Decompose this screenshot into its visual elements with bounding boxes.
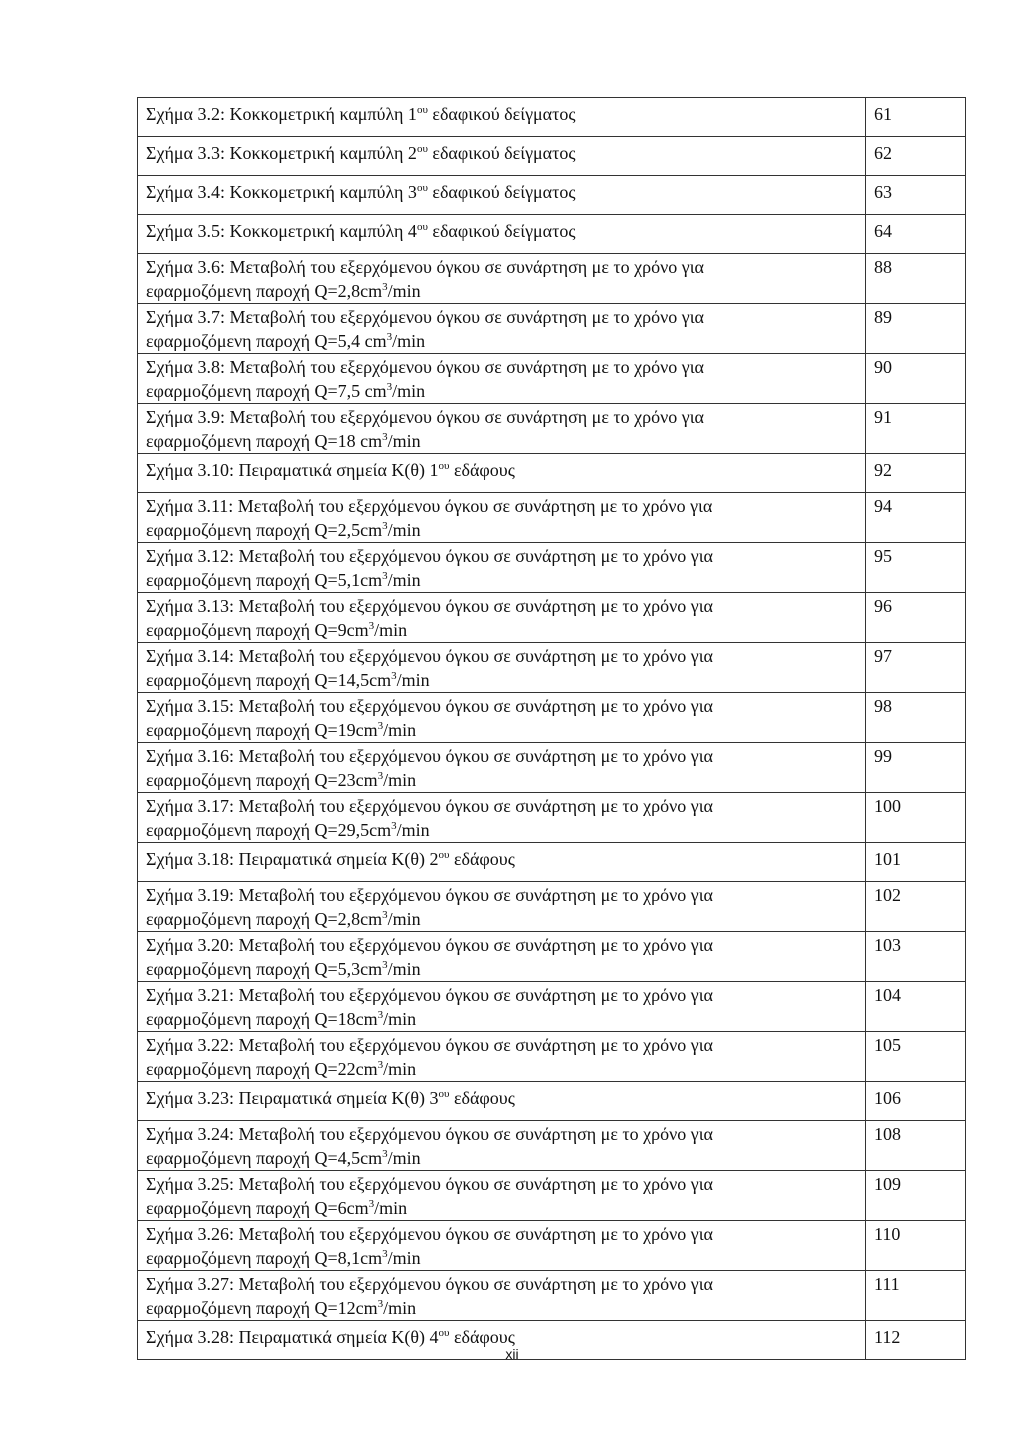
page-number-cell: 95 <box>866 543 966 593</box>
table-row <box>138 304 966 354</box>
list-of-figures-table <box>137 97 966 1360</box>
figure-title-line <box>146 1222 857 1246</box>
figure-title-cell <box>138 304 866 354</box>
figure-title-text: /min <box>383 1298 417 1318</box>
figure-title-cell <box>138 593 866 643</box>
figure-title-text: εφαρμοζόμενη παροχή Q=19cm <box>146 720 378 740</box>
figure-title-cell <box>138 982 866 1032</box>
figure-title-text: εφαρμοζόμενη παροχή Q=7,5 cm <box>146 381 387 401</box>
unit-superscript: 3 <box>382 520 388 532</box>
unit-superscript: 3 <box>377 1009 384 1021</box>
page-number-cell: 110 <box>866 1221 966 1271</box>
ordinal-superscript: ου <box>438 1327 450 1339</box>
figure-title-line <box>146 907 857 931</box>
figure-title-text: /min <box>383 1009 417 1029</box>
figure-title-cell <box>138 1082 866 1121</box>
figure-title-text: εφαρμοζόμενη παροχή Q=6cm <box>146 1198 369 1218</box>
figure-title-text: Σχήμα 3.24: Μεταβολή του εξερχόμενου όγκου σε συνάρτηση με το χρόνο για <box>146 1124 713 1144</box>
page-number-cell: 103 <box>866 932 966 982</box>
figure-title-line <box>146 1146 857 1170</box>
figure-title-line <box>146 1007 857 1031</box>
figure-title-text: /min <box>383 1059 417 1079</box>
figure-title-text: /min <box>387 520 421 540</box>
figure-title-cell <box>138 932 866 982</box>
ordinal-superscript: ου <box>416 143 428 155</box>
figure-title-text: /min <box>387 1148 421 1168</box>
figure-title-text: Σχήμα 3.7: Μεταβολή του εξερχόμενου όγκου σε συνάρτηση με το χρόνο για <box>146 307 704 327</box>
figure-title-cell <box>138 693 866 743</box>
page-number-cell: 112 <box>866 1321 966 1360</box>
page-number-cell: 91 <box>866 404 966 454</box>
page-number-cell: 106 <box>866 1082 966 1121</box>
page-number-cell: 105 <box>866 1032 966 1082</box>
figure-title-text: Σχήμα 3.2: Κοκκομετρική καμπύλη 1 <box>146 104 417 124</box>
figure-title-text: Σχήμα 3.23: Πειραματικά σημεία Κ(θ) 3 <box>146 1088 439 1108</box>
figure-title-line <box>146 180 857 204</box>
page-number-cell: 92 <box>866 454 966 493</box>
figure-title-text: εφαρμοζόμενη παροχή Q=14,5cm <box>146 670 392 690</box>
figure-title-text: /min <box>374 620 408 640</box>
figure-title-line <box>146 668 857 692</box>
figure-title-text: /min <box>396 820 430 840</box>
table-row <box>138 743 966 793</box>
page-number-cell: 61 <box>866 98 966 137</box>
figure-title-text: Σχήμα 3.4: Κοκκομετρική καμπύλη 3 <box>146 182 417 202</box>
figure-title-line <box>146 429 857 453</box>
table-row <box>138 215 966 254</box>
figure-title-line <box>146 102 857 126</box>
figure-title-text: εφαρμοζόμενη παροχή Q=5,4 cm <box>146 331 387 351</box>
figure-title-cell <box>138 743 866 793</box>
figure-title-cell <box>138 1271 866 1321</box>
figure-title-text: εφαρμοζόμενη παροχή Q=5,1cm <box>146 570 383 590</box>
page-number-cell: 104 <box>866 982 966 1032</box>
figure-title-text: Σχήμα 3.20: Μεταβολή του εξερχόμενου όγκου σε συνάρτηση με το χρόνο για <box>146 935 713 955</box>
table-row <box>138 1032 966 1082</box>
table-row <box>138 882 966 932</box>
figure-title-cell <box>138 843 866 882</box>
figure-title-text: /min <box>387 281 421 301</box>
table-row <box>138 137 966 176</box>
list-of-figures-body <box>138 98 966 1360</box>
figure-title-line <box>146 329 857 353</box>
figure-title-text: /min <box>392 331 426 351</box>
unit-superscript: 3 <box>386 381 393 393</box>
unit-superscript: 3 <box>382 909 388 921</box>
figure-title-line <box>146 1272 857 1296</box>
table-row <box>138 1271 966 1321</box>
figure-title-line <box>146 1086 857 1110</box>
unit-superscript: 3 <box>382 959 388 971</box>
figure-title-text: Σχήμα 3.8: Μεταβολή του εξερχόμενου όγκου σε συνάρτηση με το χρόνο για <box>146 357 704 377</box>
table-row <box>138 1221 966 1271</box>
figure-title-line <box>146 718 857 742</box>
figure-title-text: /min <box>387 959 421 979</box>
figure-title-cell <box>138 1171 866 1221</box>
ordinal-superscript: ου <box>416 182 428 194</box>
page-number-cell: 62 <box>866 137 966 176</box>
figure-title-text: /min <box>387 1248 421 1268</box>
table-row <box>138 593 966 643</box>
figure-title-text: Σχήμα 3.16: Μεταβολή του εξερχόμενου όγκου σε συνάρτηση με το χρόνο για <box>146 746 713 766</box>
page-number-cell: 102 <box>866 882 966 932</box>
page-number-cell: 111 <box>866 1271 966 1321</box>
table-row <box>138 543 966 593</box>
table-row <box>138 793 966 843</box>
figure-title-text: /min <box>387 570 421 590</box>
figure-title-text: εφαρμοζόμενη παροχή Q=2,8cm <box>146 909 383 929</box>
figure-title-text: /min <box>387 909 421 929</box>
figure-title-line <box>146 458 857 482</box>
table-row <box>138 176 966 215</box>
figure-title-line <box>146 1122 857 1146</box>
figure-title-text: εδαφικού δείγματος <box>427 221 576 241</box>
figure-title-text: Σχήμα 3.27: Μεταβολή του εξερχόμενου όγκου σε συνάρτηση με το χρόνο για <box>146 1274 713 1294</box>
page-number-cell: 101 <box>866 843 966 882</box>
ordinal-superscript: ου <box>438 1088 450 1100</box>
page-number-cell: 96 <box>866 593 966 643</box>
unit-superscript: 3 <box>386 331 393 343</box>
table-row <box>138 454 966 493</box>
figure-title-text: Σχήμα 3.21: Μεταβολή του εξερχόμενου όγκου σε συνάρτηση με το χρόνο για <box>146 985 713 1005</box>
page-number-cell: 88 <box>866 254 966 304</box>
table-row <box>138 1171 966 1221</box>
page-number-cell: 90 <box>866 354 966 404</box>
figure-title-text: Σχήμα 3.28: Πειραματικά σημεία Κ(θ) 4 <box>146 1327 439 1347</box>
unit-superscript: 3 <box>377 720 384 732</box>
figure-title-text: εφαρμοζόμενη παροχή Q=18 cm <box>146 431 383 451</box>
unit-superscript: 3 <box>377 1298 384 1310</box>
page-number: xii <box>505 1346 519 1362</box>
table-row <box>138 843 966 882</box>
figure-title-cell <box>138 793 866 843</box>
figure-title-text: Σχήμα 3.9: Μεταβολή του εξερχόμενου όγκου σε συνάρτηση με το χρόνο για <box>146 407 704 427</box>
figure-title-text: εδάφους <box>449 849 515 869</box>
figure-title-text: Σχήμα 3.12: Μεταβολή του εξερχόμενου όγκου σε συνάρτηση με το χρόνο για <box>146 546 713 566</box>
table-row <box>138 354 966 404</box>
figure-title-line <box>146 255 857 279</box>
figure-title-line <box>146 644 857 668</box>
figure-title-cell <box>138 493 866 543</box>
figure-title-line <box>146 618 857 642</box>
figure-title-text: εφαρμοζόμενη παροχή Q=2,8cm <box>146 281 383 301</box>
page-number-cell: 108 <box>866 1121 966 1171</box>
unit-superscript: 3 <box>391 820 397 832</box>
figure-title-text: /min <box>374 1198 408 1218</box>
page-number-cell: 97 <box>866 643 966 693</box>
figure-title-text: εδαφικού δείγματος <box>427 143 576 163</box>
figure-title-text: εδάφους <box>449 460 515 480</box>
figure-title-line <box>146 1296 857 1320</box>
figure-title-text: εδαφικού δείγματος <box>427 104 576 124</box>
figure-title-text: εφαρμοζόμενη παροχή Q=4,5cm <box>146 1148 383 1168</box>
figure-title-cell <box>138 176 866 215</box>
figure-title-text: Σχήμα 3.11: Μεταβολή του εξερχόμενου όγκου σε συνάρτηση με το χρόνο για <box>146 496 713 516</box>
figure-title-text: εδάφους <box>449 1327 515 1347</box>
table-row <box>138 404 966 454</box>
table-row <box>138 643 966 693</box>
figure-title-line <box>146 279 857 303</box>
figure-title-text: /min <box>387 431 421 451</box>
figure-title-text: εφαρμοζόμενη παροχή Q=8,1cm <box>146 1248 383 1268</box>
page-number-cell: 64 <box>866 215 966 254</box>
page-number-cell: 63 <box>866 176 966 215</box>
table-row <box>138 98 966 137</box>
figure-title-text: Σχήμα 3.5: Κοκκομετρική καμπύλη 4 <box>146 221 417 241</box>
unit-superscript: 3 <box>377 1059 384 1071</box>
table-row <box>138 1121 966 1171</box>
figure-title-line <box>146 847 857 871</box>
figure-title-cell <box>138 215 866 254</box>
page-number-cell: 99 <box>866 743 966 793</box>
figure-title-text: Σχήμα 3.13: Μεταβολή του εξερχόμενου όγκου σε συνάρτηση με το χρόνο για <box>146 596 713 616</box>
figure-title-text: Σχήμα 3.18: Πειραματικά σημεία Κ(θ) 2 <box>146 849 439 869</box>
figure-title-line <box>146 518 857 542</box>
figure-title-line <box>146 544 857 568</box>
figure-title-line <box>146 818 857 842</box>
table-row <box>138 493 966 543</box>
figure-title-text: Σχήμα 3.14: Μεταβολή του εξερχόμενου όγκου σε συνάρτηση με το χρόνο για <box>146 646 713 666</box>
unit-superscript: 3 <box>382 570 388 582</box>
figure-title-text: εφαρμοζόμενη παροχή Q=12cm <box>146 1298 378 1318</box>
table-row <box>138 693 966 743</box>
figure-title-line <box>146 933 857 957</box>
figure-title-line <box>146 568 857 592</box>
figure-title-cell <box>138 543 866 593</box>
page-number-cell: 89 <box>866 304 966 354</box>
figure-title-cell <box>138 254 866 304</box>
figure-title-line <box>146 379 857 403</box>
figure-title-text: Σχήμα 3.10: Πειραματικά σημεία Κ(θ) 1 <box>146 460 439 480</box>
figure-title-cell <box>138 98 866 137</box>
unit-superscript: 3 <box>391 670 397 682</box>
figure-title-cell <box>138 1221 866 1271</box>
figure-title-line <box>146 694 857 718</box>
figure-title-text: Σχήμα 3.15: Μεταβολή του εξερχόμενου όγκου σε συνάρτηση με το χρόνο για <box>146 696 713 716</box>
unit-superscript: 3 <box>382 281 388 293</box>
page-number-cell: 109 <box>866 1171 966 1221</box>
figure-title-line <box>146 883 857 907</box>
table-row <box>138 254 966 304</box>
figure-title-text: Σχήμα 3.19: Μεταβολή του εξερχόμενου όγκου σε συνάρτηση με το χρόνο για <box>146 885 713 905</box>
figure-title-cell <box>138 643 866 693</box>
ordinal-superscript: ου <box>416 221 428 233</box>
figure-title-text: εφαρμοζόμενη παροχή Q=18cm <box>146 1009 378 1029</box>
page-number-cell: 98 <box>866 693 966 743</box>
figure-title-text: εδαφικού δείγματος <box>427 182 576 202</box>
figure-title-cell <box>138 404 866 454</box>
unit-superscript: 3 <box>368 1198 375 1210</box>
page-number-cell: 94 <box>866 493 966 543</box>
figure-title-line <box>146 1033 857 1057</box>
figure-title-line <box>146 1172 857 1196</box>
figure-title-cell <box>138 1032 866 1082</box>
table-row <box>138 1082 966 1121</box>
figure-title-text: /min <box>383 770 417 790</box>
figure-title-text: /min <box>392 381 426 401</box>
unit-superscript: 3 <box>368 620 375 632</box>
figure-title-line <box>146 594 857 618</box>
figure-title-cell <box>138 882 866 932</box>
figure-title-text: εφαρμοζόμενη παροχή Q=22cm <box>146 1059 378 1079</box>
figure-title-text: /min <box>396 670 430 690</box>
figure-title-cell <box>138 1121 866 1171</box>
figure-title-text: Σχήμα 3.3: Κοκκομετρική καμπύλη 2 <box>146 143 417 163</box>
figure-title-cell <box>138 137 866 176</box>
figure-title-line <box>146 141 857 165</box>
figure-title-line <box>146 1246 857 1270</box>
figure-title-text: Σχήμα 3.26: Μεταβολή του εξερχόμενου όγκου σε συνάρτηση με το χρόνο για <box>146 1224 713 1244</box>
table-row <box>138 982 966 1032</box>
figure-title-text: εδάφους <box>449 1088 515 1108</box>
unit-superscript: 3 <box>382 431 388 443</box>
figure-title-line <box>146 983 857 1007</box>
ordinal-superscript: ου <box>416 104 428 116</box>
figure-title-line <box>146 1057 857 1081</box>
figure-title-line <box>146 957 857 981</box>
figure-title-line <box>146 744 857 768</box>
unit-superscript: 3 <box>382 1248 388 1260</box>
figure-title-cell <box>138 354 866 404</box>
figure-title-text: εφαρμοζόμενη παροχή Q=23cm <box>146 770 378 790</box>
figure-title-line <box>146 405 857 429</box>
unit-superscript: 3 <box>382 1148 388 1160</box>
figure-title-line <box>146 219 857 243</box>
figure-title-line <box>146 355 857 379</box>
figure-title-line <box>146 305 857 329</box>
ordinal-superscript: ου <box>438 460 450 472</box>
figure-title-text: εφαρμοζόμενη παροχή Q=5,3cm <box>146 959 383 979</box>
figure-title-text: Σχήμα 3.25: Μεταβολή του εξερχόμενου όγκου σε συνάρτηση με το χρόνο για <box>146 1174 713 1194</box>
figure-title-text: Σχήμα 3.17: Μεταβολή του εξερχόμενου όγκου σε συνάρτηση με το χρόνο για <box>146 796 713 816</box>
figure-title-line <box>146 768 857 792</box>
figure-title-text: εφαρμοζόμενη παροχή Q=29,5cm <box>146 820 392 840</box>
table-row <box>138 932 966 982</box>
figure-title-text: Σχήμα 3.6: Μεταβολή του εξερχόμενου όγκου σε συνάρτηση με το χρόνο για <box>146 257 704 277</box>
figure-title-line <box>146 794 857 818</box>
figure-title-line <box>146 1196 857 1220</box>
ordinal-superscript: ου <box>438 849 450 861</box>
page-number-cell: 100 <box>866 793 966 843</box>
unit-superscript: 3 <box>377 770 384 782</box>
figure-title-text: εφαρμοζόμενη παροχή Q=2,5cm <box>146 520 383 540</box>
figure-title-line <box>146 494 857 518</box>
figure-title-text: /min <box>383 720 417 740</box>
figure-title-text: Σχήμα 3.22: Μεταβολή του εξερχόμενου όγκου σε συνάρτηση με το χρόνο για <box>146 1035 713 1055</box>
figure-title-cell <box>138 454 866 493</box>
figure-title-text: εφαρμοζόμενη παροχή Q=9cm <box>146 620 369 640</box>
